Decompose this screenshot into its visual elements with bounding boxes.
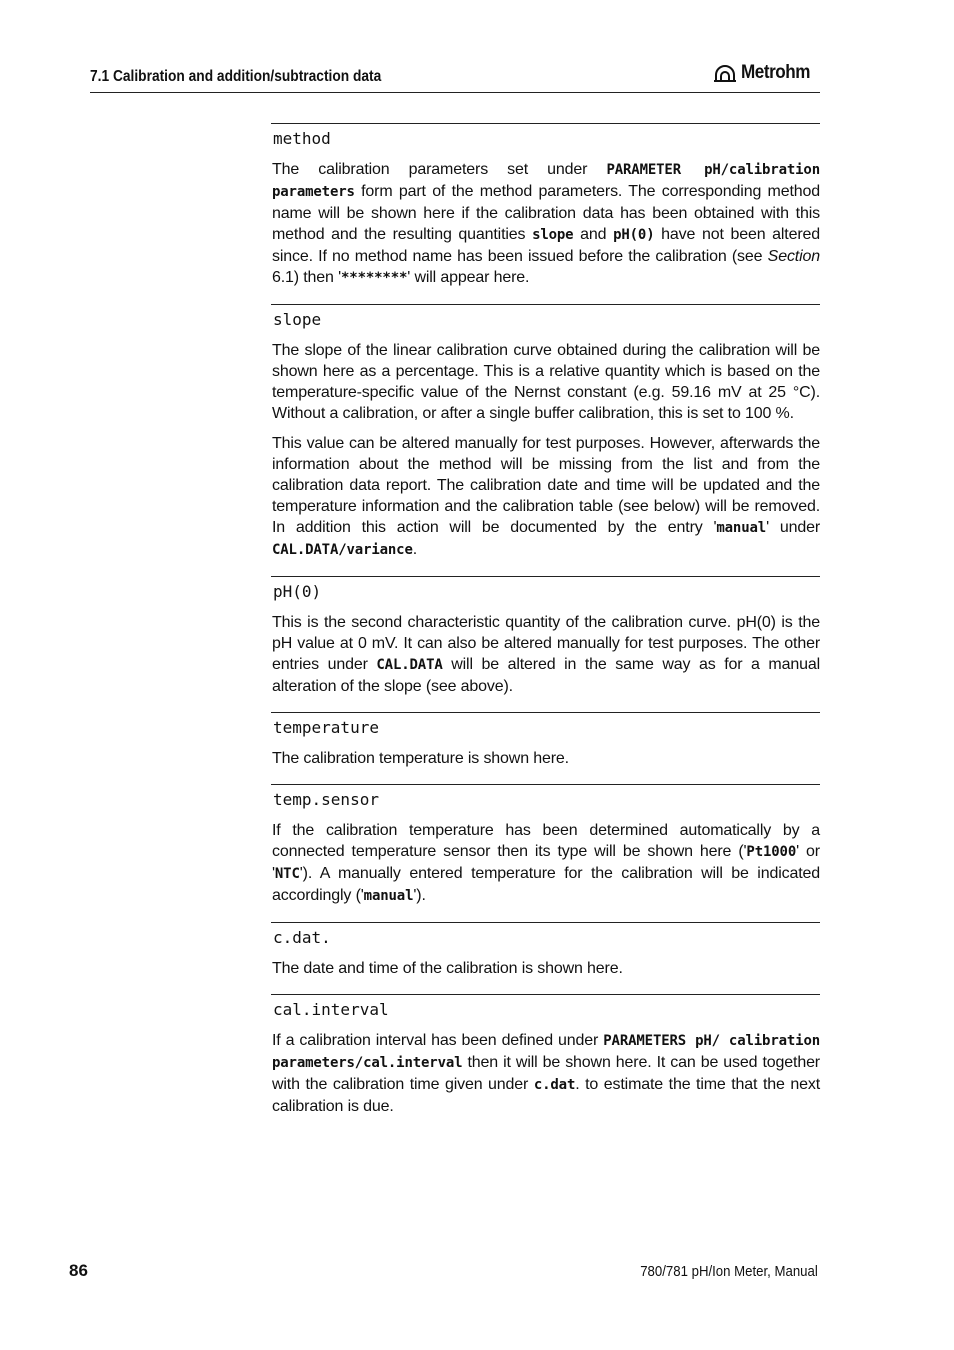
parameter-term: c.dat. <box>273 928 331 947</box>
text-segment: have not been altered since. If no method name has been issued before the calibration (see <box>272 226 820 265</box>
text-segment: ' or ' <box>272 843 820 882</box>
text-segment: '). <box>413 887 426 904</box>
text-segment: and <box>573 226 614 243</box>
parameter-term: pH(0) <box>273 582 322 601</box>
section-temperature <box>271 712 820 769</box>
description-paragraph <box>272 748 820 769</box>
section-slope <box>271 304 820 561</box>
description-paragraph <box>272 433 820 561</box>
parameter-term: temp.sensor <box>273 790 379 809</box>
text-segment: then it will be shown here. It can be used together with the calibration time given under <box>272 1054 820 1093</box>
emphasis-text: Section <box>767 248 820 265</box>
page-number: 86 <box>69 1261 88 1280</box>
section-title: 7.1 Calibration and addition/subtraction data <box>90 68 382 85</box>
description-paragraph <box>272 612 820 697</box>
text-segment: . <box>412 541 418 558</box>
parameter-term: cal.interval <box>273 1000 389 1019</box>
text-segment: The calibration temperature is shown here. <box>272 750 569 767</box>
section-method <box>271 123 820 289</box>
description-paragraph <box>272 159 820 289</box>
code-keyword: PARAMETERS pH/ calibration parameters/cal.interval <box>272 1033 820 1071</box>
metrohm-logo-icon <box>713 63 737 83</box>
text-segment: 6.1) then ' <box>272 269 342 286</box>
parameter-term: temperature <box>273 718 379 737</box>
description-paragraph <box>272 1030 820 1117</box>
code-keyword: c.dat <box>533 1077 576 1093</box>
description-paragraph <box>272 820 820 907</box>
text-segment: '). A manually entered temperature for the calibration will be indicated accordingly (' <box>272 865 820 904</box>
code-keyword: manual <box>716 520 767 536</box>
main-content <box>271 123 820 1132</box>
text-segment: This value can be altered manually for test purposes. However, afterwards the information about the method will be missing from the list and from the calibration data report. The calibration date and time will be updated and the temperature information and the calibration table (see below) will be removed. In addition this action will be documented by the entry ' <box>272 435 820 536</box>
code-keyword: CAL.DATA/variance <box>272 542 413 558</box>
text-segment: This is the second characteristic quantity of the calibration curve. pH(0) is the pH value at 0 mV. It can also be altered manually for test purposes. The other entries under <box>272 614 820 673</box>
section-c-dat- <box>271 922 820 979</box>
section-temp-sensor <box>271 784 820 907</box>
code-keyword: Pt1000 <box>746 844 797 860</box>
parameter-term: method <box>273 129 331 148</box>
code-keyword: slope <box>532 227 574 243</box>
text-segment: . to estimate the time that the next calibration is due. <box>272 1076 820 1115</box>
code-keyword: NTC <box>274 866 300 882</box>
section-cal-interval <box>271 994 820 1117</box>
text-segment: The slope of the linear calibration curve obtained during the calibration will be shown here as a percentage. This is a relative quantity which is based on the temperature-specific value of the Nernst constant (e.g. 59.16 mV at 25 °C). Without a calibration, or after a single buffer calibration, this is set to 100 %. <box>272 342 820 422</box>
code-keyword: PARAMETER pH/calibration parameters <box>272 162 820 200</box>
code-keyword: manual <box>363 888 414 904</box>
section-ph-0- <box>271 576 820 697</box>
text-segment: form part of the method parameters. The corresponding method name will be shown here if the calibration data has been obtained with this method and the resulting quantities <box>272 183 820 243</box>
code-keyword: CAL.DATA <box>376 657 443 673</box>
code-keyword: ******** <box>341 270 408 286</box>
logo-text: Metrohm <box>741 62 811 83</box>
text-segment: If the calibration temperature has been determined automatically by a connected temperature sensor then its type will be shown here (' <box>272 822 820 860</box>
metrohm-logo <box>713 62 818 84</box>
text-segment: ' under <box>766 519 820 536</box>
text-segment: The date and time of the calibration is shown here. <box>272 960 623 977</box>
text-segment: The calibration parameters set under <box>272 161 607 178</box>
text-segment: will be altered in the same way as for a manual alteration of the slope (see above). <box>272 656 820 695</box>
description-paragraph <box>272 340 820 424</box>
text-segment: ' will appear here. <box>407 269 530 286</box>
description-paragraph <box>272 958 820 979</box>
parameter-term: slope <box>273 310 322 329</box>
text-segment: If a calibration interval has been defined under <box>272 1032 604 1049</box>
code-keyword: pH(0) <box>613 227 655 243</box>
page-header <box>90 62 820 93</box>
manual-title: 780/781 pH/Ion Meter, Manual <box>640 1263 818 1280</box>
